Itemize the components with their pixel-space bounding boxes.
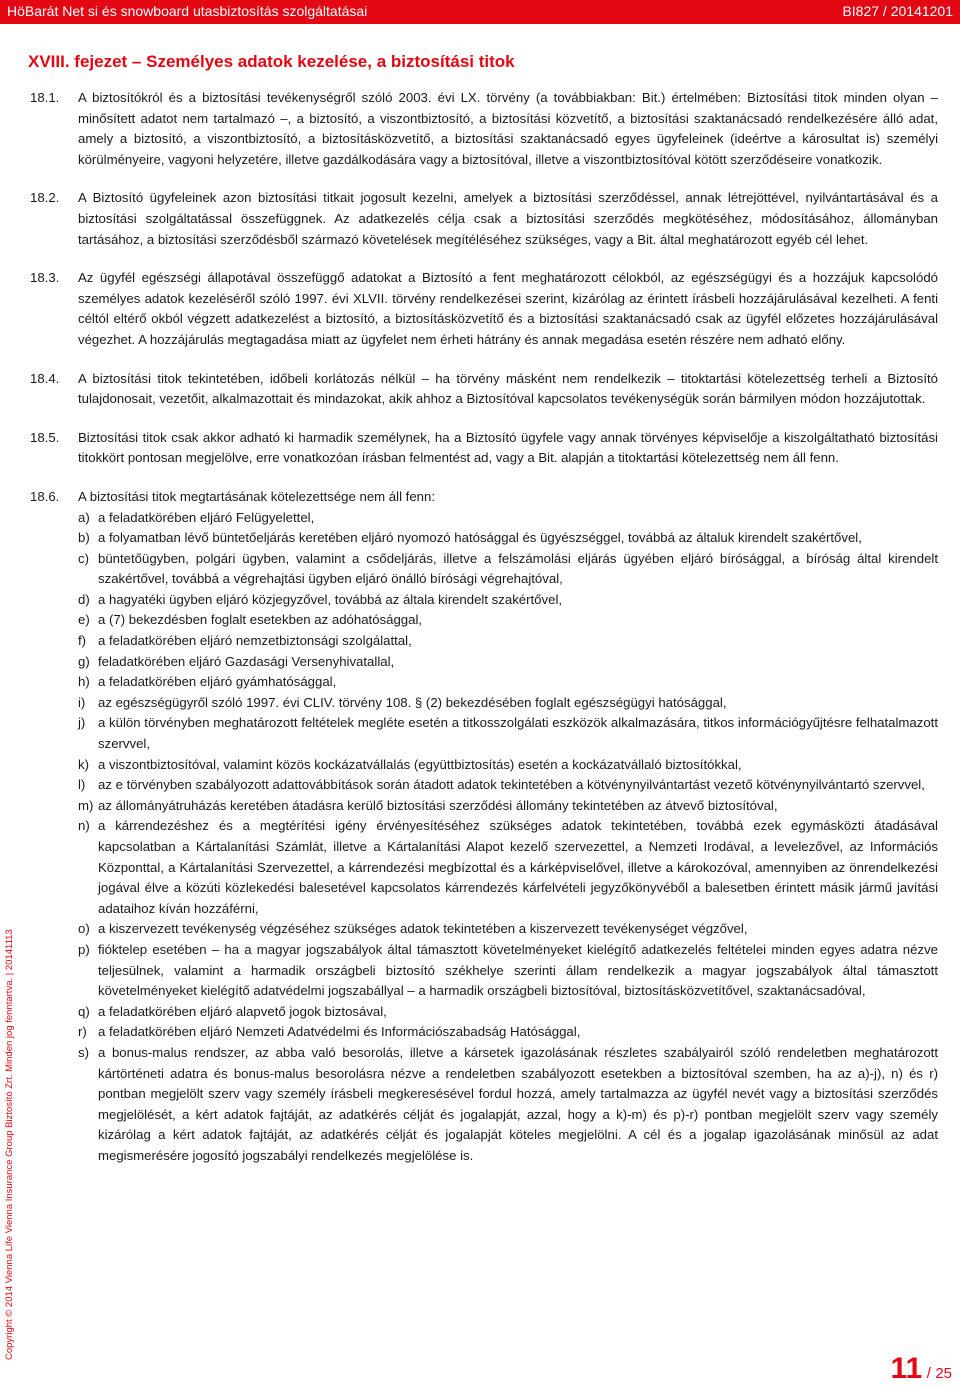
list-item: [78, 775, 938, 796]
side-copyright: Copyright © 2014 Vienna Life Vienna Insurance Group Biztosító Zrt. Minden jog fenntartva. | 20141113: [4, 929, 15, 1360]
section-text: A Biztosító ügyfeleinek azon biztosítási titkait jogosult kezelni, amelyek a biztosítási szerződéssel, annak létrejöttével, nyilvántartásával és a biztosítási szolgáltatással összefüggnek. Az adatkezelés célja csak a biztosítási szerződés megkötéséhez, módosításához, állományban tartásához, a biztosítási szerződésből származó követelések megítéléséhez szükséges, vagy a Bit. által meghatározott egyéb cél lehet.: [78, 190, 938, 247]
list-item-letter: g): [78, 653, 90, 669]
list-item-text: a feladatkörében eljáró alapvető jogok biztosával,: [98, 1003, 387, 1019]
list-item: [78, 549, 938, 590]
section-18-4: [30, 369, 938, 410]
section-text: Az ügyfél egészségi állapotával összefüggő adatokat a Biztosító a fent meghatározott célokból, az egészségügyi és a hozzájuk kapcsolódó személyes adatok kezeléséről szóló 1997. évi XLVII. törvény rendelkezései szerint, kizárólag az érintett írásbeli hozzájárulásával kezelheti. A fenti céltól eltérő okból végzett adatkezelést a biztosító, a biztosításközvetítő és a biztosítási szaktanácsadó csak az ügyfél előzetes hozzájárulásával végezhet. A hozzájárulás megtagadása miatt az ügyfelet nem érheti hátrány és annak megadása esetén részére nem adható előny.: [78, 270, 938, 347]
list-item-text: fióktelep esetében – ha a magyar jogszabályok által támasztott követelményeket kielégítő adatkezelés feltételei minden egyes adatra nézve teljesülnek, valamint a harmadik országbeli biztosító székhelye szerinti állam rendelkezik a magyar jogszabályok által támasztott követelményeket kielégítő adatvédelmi jogszabállyal – a harmadik országbeli biztosítóval, biztosításközvetítővel, szaktanácsadóval,: [98, 941, 938, 999]
section-text: A biztosítókról és a biztosítási tevékenységről szóló 2003. évi LX. törvény (a továbbiakban: Bit.) értelmében: Biztosítási titok minden olyan – minősített adatot nem tartalmazó –, a biztosító, a viszontbiztosító, a biztosítási közvetítő, a biztosítási szaktanácsadó rendelkezésére álló adat, amely a biztosító, a viszontbiztosító, a biztosításközvetítő, a biztosítási szaktanácsadó egyes ügyfeleinek (ideértve a károsultat is) személyi körülményeire, vagyoni helyzetére, illetve gazdálkodására vagy a biztosítóval, illetve a viszontbiztosítóval kötött szerződéseire vonatkozik.: [78, 90, 938, 167]
list-item-letter: n): [78, 818, 90, 834]
list-item: [78, 693, 938, 714]
section-number: 18.2.: [30, 190, 60, 206]
list-item: [78, 1022, 938, 1043]
list-item: [78, 755, 938, 776]
section-body: [78, 487, 938, 1167]
section-number: 18.3.: [30, 270, 60, 286]
list-item-letter: a): [78, 509, 90, 525]
list-item-letter: s): [78, 1044, 89, 1060]
section-number: 18.6.: [30, 488, 60, 504]
section-number: 18.4.: [30, 370, 60, 386]
section-18-2: [30, 188, 938, 250]
section-18-6: [30, 487, 938, 1167]
list-item-letter: e): [78, 612, 90, 628]
section-18-5: [30, 428, 938, 469]
list-item: [78, 919, 938, 940]
exceptions-list: [78, 508, 938, 1167]
list-item-letter: o): [78, 921, 90, 937]
list-item: [78, 590, 938, 611]
list-item-letter: h): [78, 674, 90, 690]
list-item: [78, 631, 938, 652]
list-item-text: feladatkörében eljáró Gazdasági Versenyhivatallal,: [98, 653, 395, 669]
list-item-text: a viszontbiztosítóval, valamint közös kockázatvállalás (együttbiztosítás) esetén a kockázatvállaló biztosítókkal,: [98, 756, 742, 772]
list-item-letter: m): [78, 797, 94, 813]
list-item: [78, 610, 938, 631]
list-item: [78, 1002, 938, 1023]
list-item-text: a feladatkörében eljáró Nemzeti Adatvédelmi és Információszabadság Hatósággal,: [98, 1024, 581, 1040]
section-18-3: [30, 268, 938, 350]
list-item-text: a külön törvényben meghatározott feltételek megléte esetén a titkosszolgálati eszközök alkalmazására, titkos információgyűjtésre felhatalmazott szervvel,: [98, 715, 938, 752]
list-item-letter: b): [78, 530, 90, 546]
list-item: [78, 816, 938, 919]
list-item-letter: l): [78, 777, 86, 793]
list-item-letter: r): [78, 1024, 87, 1040]
list-item: [78, 528, 938, 549]
list-item-text: a folyamatban lévő büntetőeljárás keretében eljáró nyomozó hatósággal és ügyészséggel, továbbá az általuk kirendelt szakértővel,: [98, 530, 862, 546]
list-item-letter: f): [78, 633, 87, 649]
list-item-text: az állományátruházás keretében átadásra kerülő biztosítási szerződési állomány tekintetében az átvevő biztosítóval,: [98, 797, 778, 813]
list-item-text: büntetőügyben, polgári ügyben, valamint a csődeljárás, illetve a felszámolási eljárás ügyében eljáró bírósággal, a bíróság által kirendelt szakértővel, továbbá a végrehajtási ügyben eljáró önálló bírósági végrehajtóval,: [98, 550, 938, 587]
list-item-text: a bonus-malus rendszer, az abba való besorolás, illetve a kársetek igazolásának részletes szabályairól szóló rendeletben meghatározott kártörténeti adatra és bonus-malus besorolásra nézve a rendeletben szabályozott esetekben a biztosítóval szemben, ha az a)-j), n) és r) pontban megjelölt szerv vagy személy írásbeli megkeresésével fordul hozzá, amely tartalmazza az ügyfél nevét vagy a biztosítási szerződés megjelölését, a kért adatok fajtáját, az adatkérés célját és jogalapját, azzal, hogy a k)-m) és p)-r) pontban megjelölt szerv vagy személy kizárólag a kért adatok fajtáját, az adatkérés célját és jogalapját köteles megjelölni. A cél és a jogalap igazolásának minősül az adat megismerésére jogosító jogszabályi rendelkezés megjelölése is.: [98, 1044, 938, 1163]
list-item: [78, 713, 938, 754]
chapter-title: XVIII. fejezet – Személyes adatok kezelése, a biztosítási titok: [28, 52, 515, 71]
list-item: [78, 652, 938, 673]
list-item-letter: j): [78, 715, 86, 731]
list-item: [78, 796, 938, 817]
document-product-title: HöBarát Net si és snowboard utasbiztosítás szolgáltatásai: [7, 3, 368, 19]
sections-container: [30, 88, 938, 1185]
list-item-text: a feladatkörében eljáró gyámhatósággal,: [98, 674, 337, 690]
section-18-1: [30, 88, 938, 170]
list-item-letter: q): [78, 1003, 90, 1019]
header-band: [0, 0, 960, 24]
list-item-text: a (7) bekezdésben foglalt esetekben az adóhatósággal,: [98, 612, 423, 628]
page-separator: /: [926, 1365, 931, 1382]
list-item: [78, 508, 938, 529]
page-number: [891, 1352, 952, 1386]
list-item: [78, 672, 938, 693]
list-item-text: az egészségügyről szóló 1997. évi CLIV. törvény 108. § (2) bekezdésében foglalt egészségügyi hatósággal,: [98, 694, 727, 710]
section-intro: A biztosítási titok megtartásának kötelezettsége nem áll fenn:: [78, 488, 435, 504]
list-item-text: a kiszervezett tevékenység végzéséhez szükséges adatok tekintetében a kiszervezett tevékenységet végzővel,: [98, 921, 748, 937]
list-item-letter: d): [78, 591, 90, 607]
section-text: Biztosítási titok csak akkor adható ki harmadik személynek, ha a Biztosító ügyfele vagy annak törvényes képviselője a kiszolgáltatható biztosítási titokkört pontosan megjelölve, erre vonatkozóan írásban felmentést ad, vagy a Bit. alapján a titoktartási kötelezettség nem áll fenn.: [78, 429, 938, 466]
section-text: A biztosítási titok tekintetében, időbeli korlátozás nélkül – ha törvény másként nem rendelkezik – titoktartási kötelezettség terheli a Biztosító tulajdonosait, vezetőit, alkalmazottait és mindazokat, akik ahhoz a Biztosítóval kapcsolatos tevékenységük során bármilyen módon hozzájutottak.: [78, 370, 938, 407]
list-item: [78, 940, 938, 1002]
section-number: 18.5.: [30, 429, 60, 445]
list-item-letter: c): [78, 550, 89, 566]
list-item-text: a kárrendezéshez és a megtérítési igény érvényesítéséhez szükséges adatok tekintetében, továbbá ezek egymásközti átadásával kapcsolatban a Kártalanítási Számlát, illetve a Kártalanítási Alapot kezelő szervezettel, a Nemzeti Irodával, a levelezővel, az Információs Központtal, a Kártalanítási Szervezettel, a kárrendezési megbízottal és a kárképviselővel, illetve a károkozóval, amennyiben az önrendelkezési jogával élve a közúti közlekedési balesetével kapcsolatos kárrendezés kárfelvételi jegyzőkönyvéből a balesetben érintett másik jármű javítási adataihoz kíván hozzáférni,: [98, 818, 938, 916]
list-item-letter: p): [78, 941, 90, 957]
page-current: 11: [890, 1352, 923, 1385]
list-item-text: a feladatkörében eljáró nemzetbiztonsági szolgálattal,: [98, 633, 412, 649]
list-item: [78, 1043, 938, 1167]
list-item-text: a hagyatéki ügyben eljáró közjegyzővel, továbbá az általa kirendelt szakértővel,: [98, 591, 563, 607]
list-item-letter: k): [78, 756, 89, 772]
list-item-letter: i): [78, 694, 86, 710]
section-number: 18.1.: [30, 90, 60, 105]
document-code: BI827 / 20141201: [842, 3, 953, 19]
page-total: 25: [935, 1365, 952, 1382]
list-item-text: az e törvényben szabályozott adattovábbítások során átadott adatok tekintetében a kötvénynyilvántartást vezető kötvénynyilvántartó szervvel,: [98, 777, 925, 793]
list-item-text: a feladatkörében eljáró Felügyelettel,: [98, 509, 315, 525]
